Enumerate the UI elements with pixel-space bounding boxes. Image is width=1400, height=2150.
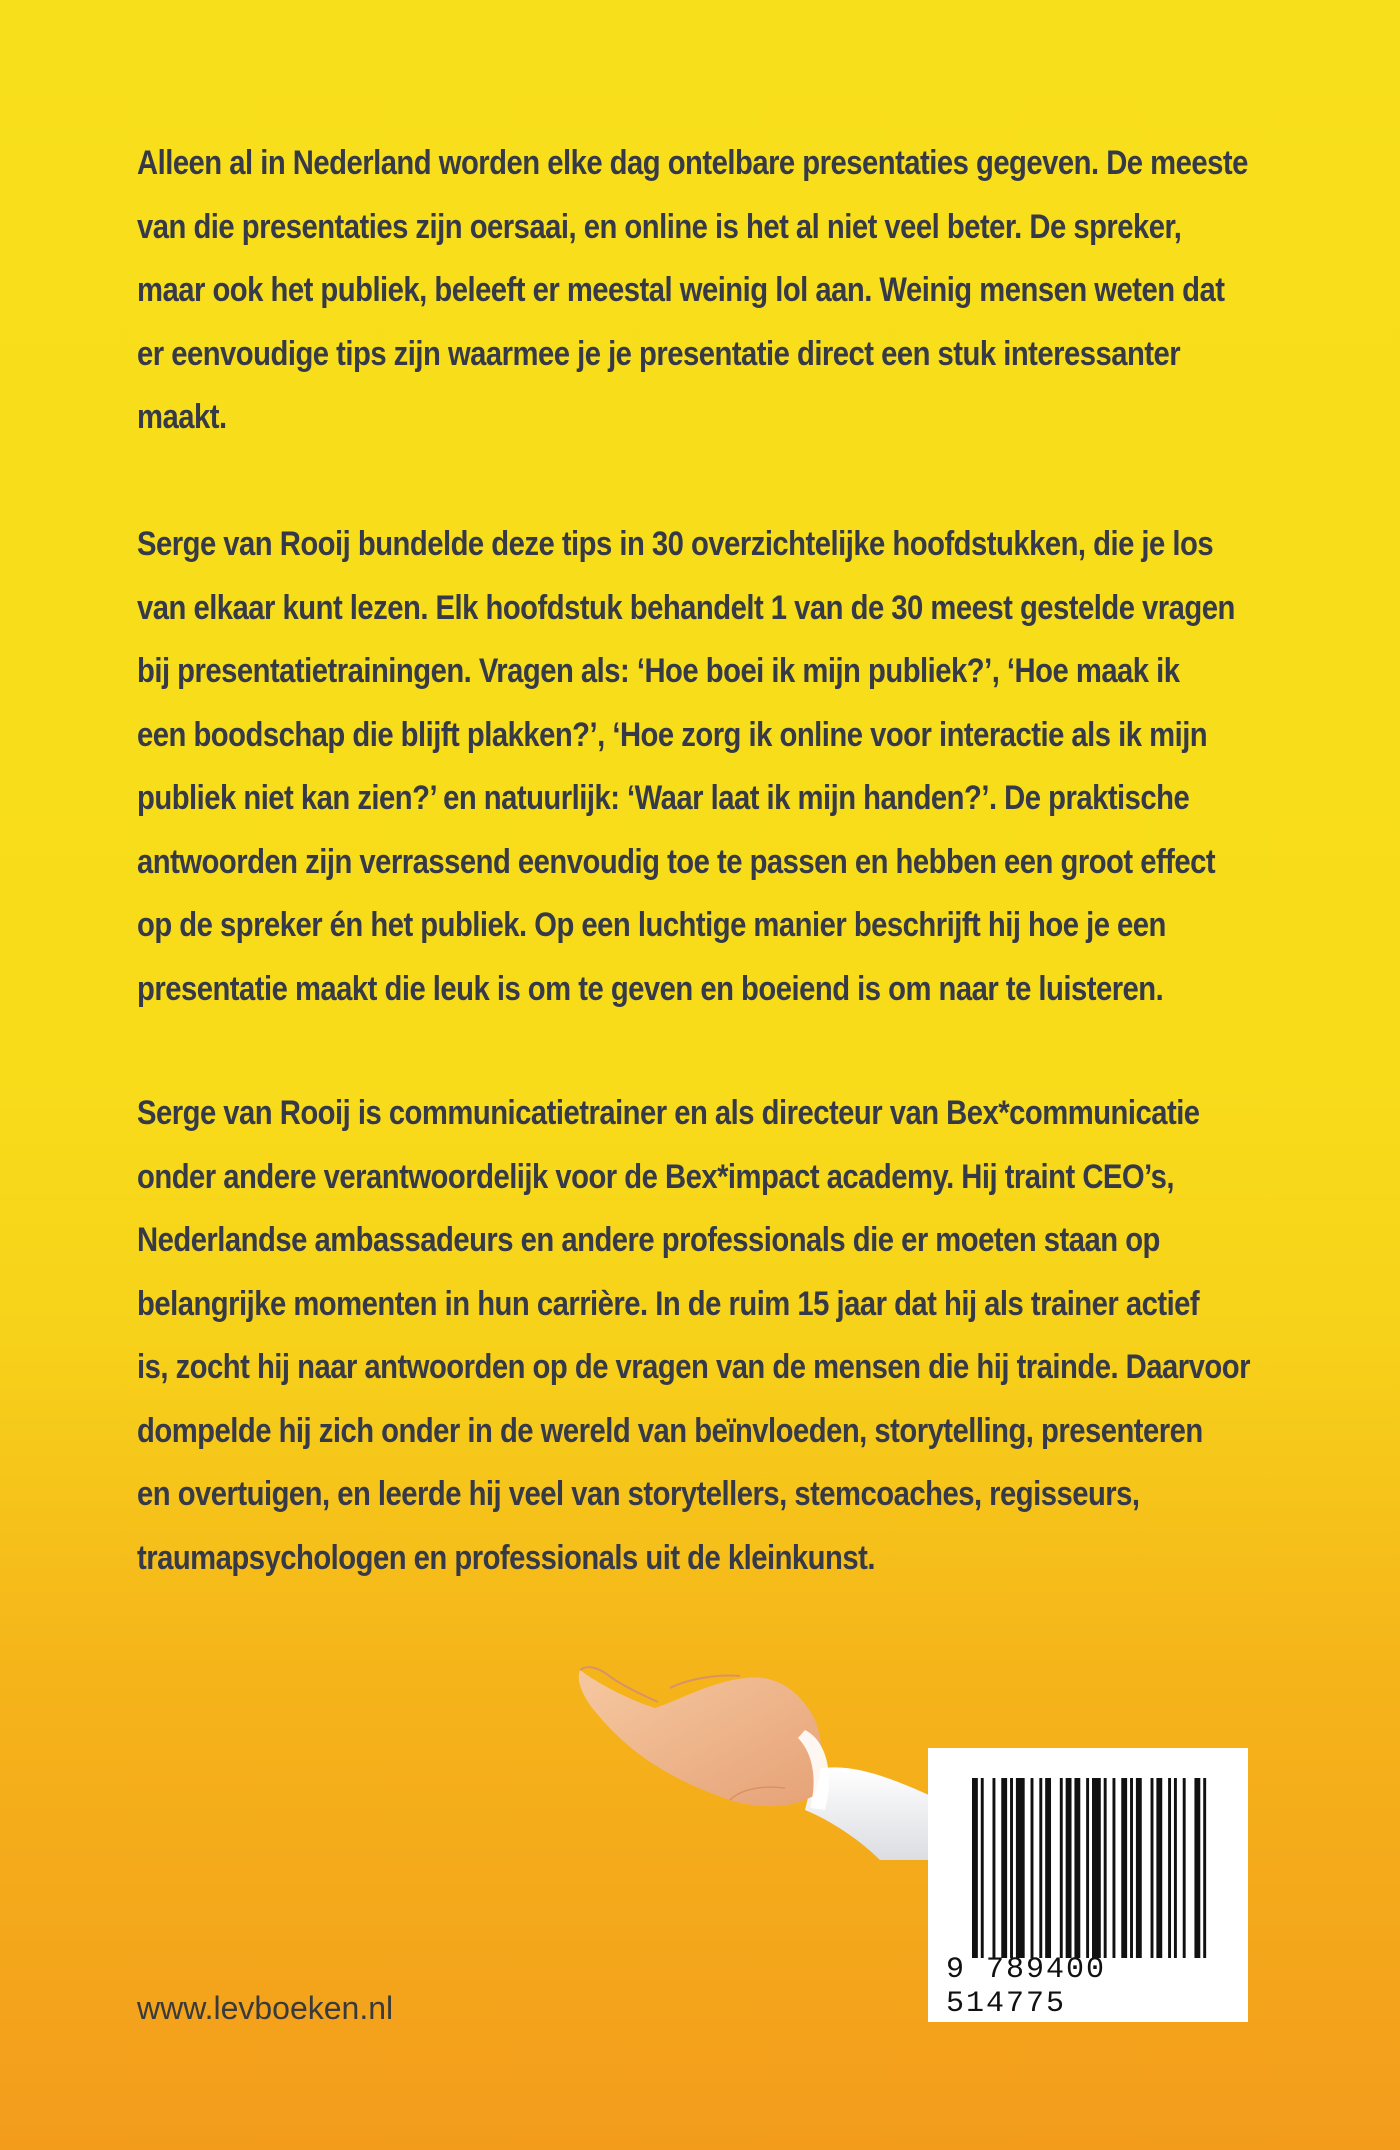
barcode-bar	[1194, 1778, 1200, 1958]
text-line: en overtuigen, en leerde hij veel van storytellers, stemcoaches, regisseurs,	[137, 1475, 1140, 1513]
barcode-bar	[1074, 1778, 1080, 1958]
barcode-bar	[972, 1778, 978, 1958]
barcode-bar	[1039, 1778, 1042, 1958]
barcode-bar	[1112, 1778, 1115, 1958]
barcode-bar	[1156, 1778, 1162, 1958]
barcode-bar	[1151, 1778, 1154, 1958]
barcode-bar	[1183, 1778, 1186, 1958]
barcode-bar	[1060, 1778, 1063, 1958]
barcode-bar	[1031, 1778, 1034, 1958]
text-line: dompelde hij zich onder in de wereld van beïnvloeden, storytelling, presenteren	[137, 1411, 1203, 1450]
barcode	[928, 1748, 1248, 2022]
text-line: Alleen al in Nederland worden elke dag ontelbare presentaties gegeven. De meeste	[137, 144, 1248, 182]
barcode-bar	[1001, 1778, 1007, 1958]
text-line: op de spreker én het publiek. Op een luchtige manier beschrijft hij hoe je een	[137, 906, 1166, 944]
text-line: maar ook het publiek, beleeft er meestal weinig lol aan. Weinig mensen weten dat	[137, 271, 1225, 309]
text-line: antwoorden zijn verrassend eenvoudig toe te passen en hebben een groot effect	[137, 842, 1216, 881]
isbn-number: 9 789400 514775	[946, 1953, 1107, 2021]
text-line: van elkaar kunt lezen. Elk hoofdstuk behandelt 1 van de 30 meest gestelde vragen	[137, 588, 1235, 627]
text-line: een boodschap die blijft plakken?’, ‘Hoe zorg ik online voor interactie als ik mijn	[137, 715, 1208, 754]
text-line: is, zocht hij naar antwoorden op de vragen van de mensen die hij trainde. Daarvoor	[137, 1348, 1250, 1386]
barcode-bar	[1203, 1778, 1206, 1958]
text-line: er eenvoudige tips zijn waarmee je je presentatie direct een stuk interessanter	[137, 334, 1181, 373]
text-line: maakt.	[137, 398, 227, 436]
blurb-paragraph-1	[137, 132, 1248, 450]
barcode-bar	[1092, 1778, 1101, 1958]
barcode-bar	[1121, 1778, 1127, 1958]
barcode-bar	[1010, 1778, 1013, 1958]
text-line: Nederlandse ambassadeurs en andere professionals die er moeten staan op	[137, 1221, 1160, 1259]
barcode-bar	[992, 1778, 995, 1958]
author-bio-paragraph	[137, 1082, 1250, 1590]
barcode-bar	[1136, 1778, 1142, 1958]
barcode-bar	[1016, 1778, 1025, 1958]
barcode-bar	[1045, 1778, 1051, 1958]
text-line: onder andere verantwoordelijk voor de Bex*impact academy. Hij traint CEO’s,	[137, 1157, 1175, 1196]
barcode-bar	[1066, 1778, 1072, 1958]
text-line: Serge van Rooij bundelde deze tips in 30 overzichtelijke hoofdstukken, die je los	[137, 525, 1214, 563]
barcode-bar	[1104, 1778, 1107, 1958]
text-line: traumapsychologen en professionals uit de kleinkunst.	[137, 1538, 875, 1577]
text-line: van die presentaties zijn oersaai, en online is het al niet veel beter. De spreker,	[137, 207, 1182, 246]
barcode-bars	[972, 1778, 1212, 1958]
barcode-bar	[1086, 1778, 1089, 1958]
open-hand-icon	[560, 1660, 960, 1860]
blurb-paragraph-2	[137, 513, 1235, 1021]
text-line: publiek niet kan zien?’ en natuurlijk: ‘Waar laat ik mijn handen?’. De praktische	[137, 779, 1190, 817]
barcode-bar	[981, 1778, 984, 1958]
text-line: belangrijke momenten in hun carrière. In de ruim 15 jaar dat hij als trainer actief	[137, 1284, 1200, 1323]
barcode-bar	[1168, 1778, 1171, 1958]
text-line: bij presentatietrainingen. Vragen als: ‘Hoe boei ik mijn publiek?’, ‘Hoe maak ik	[137, 652, 1180, 690]
barcode-bar	[1174, 1778, 1177, 1958]
publisher-website: www.levboeken.nl	[137, 1990, 394, 2026]
text-line: presentatie maakt die leuk is om te geven en boeiend is om naar te luisteren.	[137, 969, 1164, 1008]
text-line: Serge van Rooij is communicatietrainer en als directeur van Bex*communicatie	[137, 1094, 1200, 1132]
barcode-bar	[1130, 1778, 1133, 1958]
